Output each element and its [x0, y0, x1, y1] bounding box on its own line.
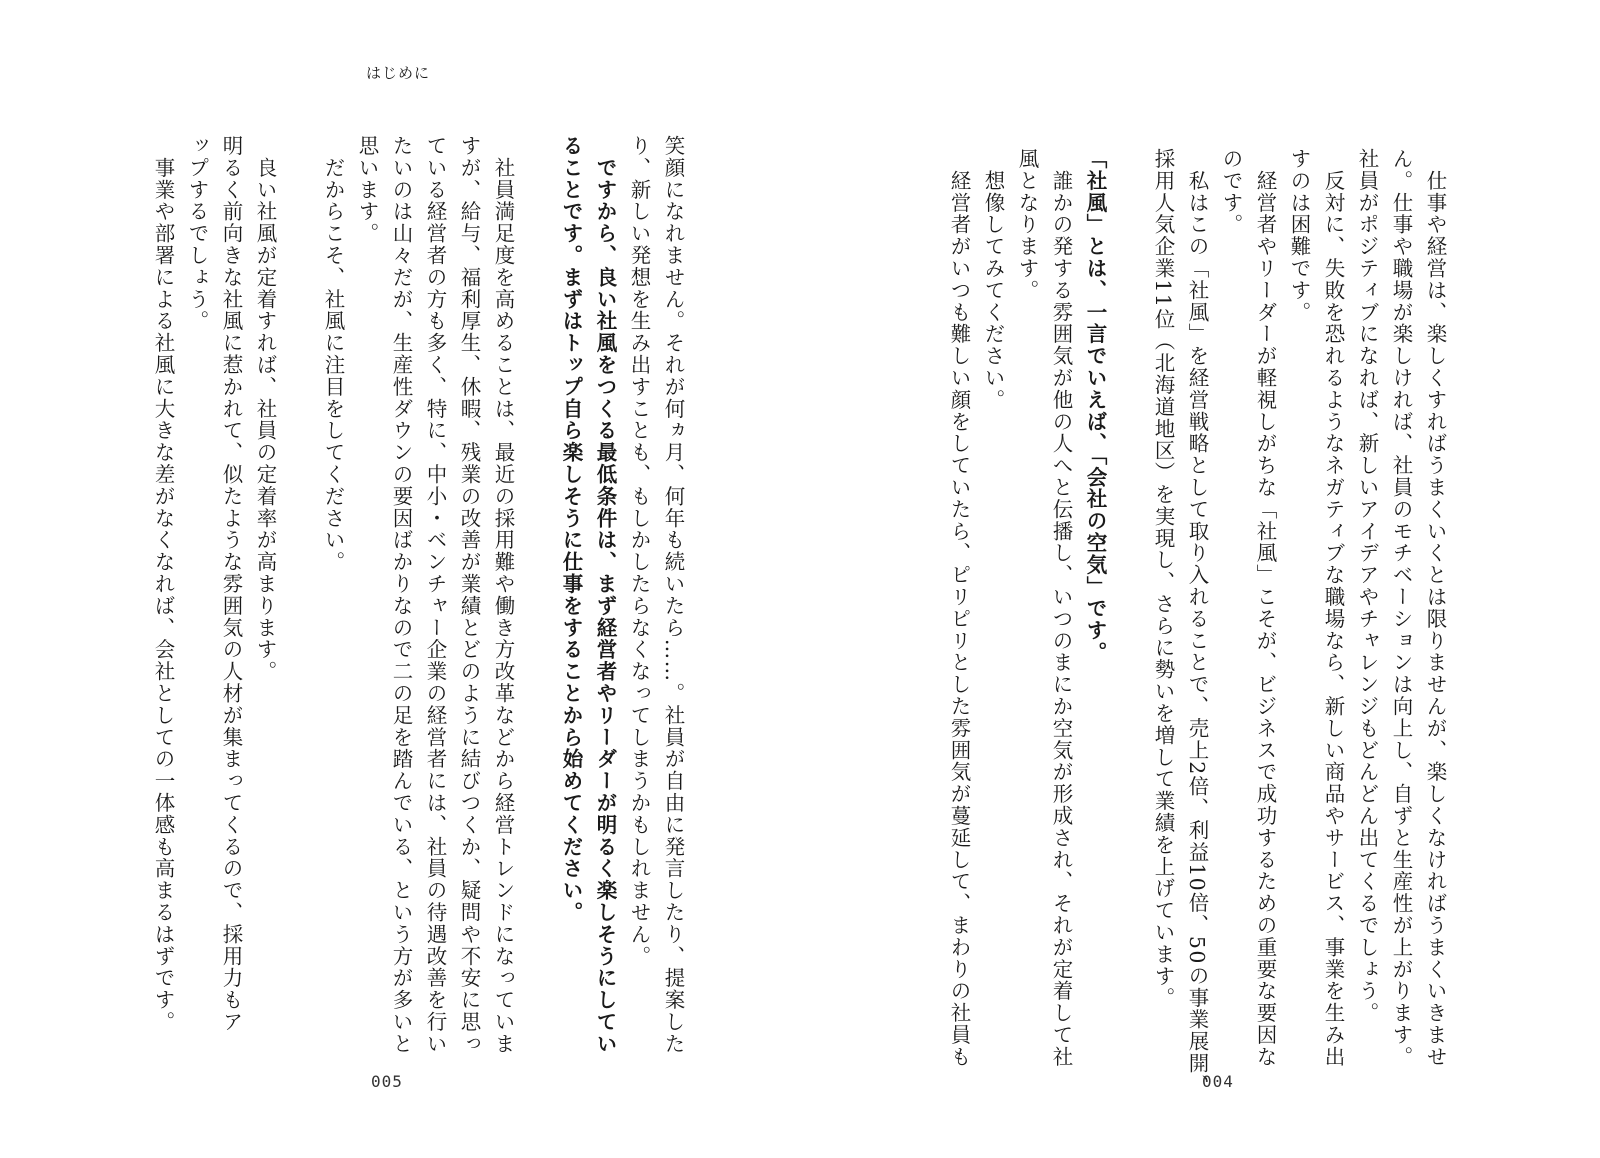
- blank-line: [1112, 148, 1146, 1008]
- text-line: 社員がポジティブになれば、新しいアイデアやチャレンジもどんどん出てくるでしょう。: [1355, 148, 1379, 1024]
- text-line: 採用人気企業11位（北海道地区）を実現し、さらに勢いを増して業績を上げています。: [1151, 148, 1175, 1010]
- text-line: 経営者がいつも難しい顔をしていたら、ピリピリとした雰囲気が蔓延して、まわりの社員も: [947, 148, 971, 1068]
- body-text-left: [146, 135, 690, 1055]
- text-line: 明るく前向きな社風に惹かれて、似たような雰囲気の人材が集まってくるので、採用力もア: [219, 135, 243, 1033]
- text-line: 事業や部署による社風に大きな差がなくなれば、会社としての一体感も高まるはずです。: [151, 135, 175, 1033]
- text-line: 風となります。: [1015, 148, 1039, 302]
- text-line: 想像してみてください。: [981, 148, 1005, 411]
- blank-line: [520, 135, 554, 995]
- text-line: 仕事や経営は、楽しくすればうまくいくとは限りませんが、楽しくなければうまくいきませ: [1423, 148, 1447, 1068]
- emphasis-line: ることです。まずはトップ自ら楽しそうに仕事をすることから始めてください。: [559, 135, 583, 924]
- page-004: [800, 0, 1600, 1158]
- text-line: 思います。: [355, 135, 379, 245]
- text-line: 反対に、失敗を恐れるようなネガティブな職場なら、新しい商品やサービス、事業を生み出: [1321, 148, 1345, 1068]
- text-line: 私はこの「社風」を経営戦略として取り入れることで、売上2倍、利益10倍、50の事業展開、: [1185, 148, 1209, 1097]
- text-line: すのは困難です。: [1287, 148, 1311, 324]
- text-line: ップするでしょう。: [185, 135, 209, 333]
- text-line: たいのは山々だが、生産性ダウンの要因ばかりなので二の足を踏んでいる、という方が多いと: [389, 135, 413, 1055]
- text-line: だからこそ、社風に注目をしてください。: [321, 135, 345, 573]
- text-line: り、新しい発想を生み出すことも、もしかしたらなくなってしまうかもしれません。: [627, 135, 651, 968]
- page-number-left: 005: [371, 1072, 403, 1091]
- text-line: ている経営者の方も多く、特に、中小・ベンチャー企業の経営者には、社員の待遇改善を行い: [423, 135, 447, 1055]
- text-line: ん。仕事や職場が楽しければ、社員のモチベーションは向上し、自ずと生産性が上がります。: [1389, 148, 1413, 1068]
- text-line: 経営者やリーダーが軽視しがちな「社風」こそが、ビジネスで成功するための重要な要因な: [1253, 148, 1277, 1068]
- running-head: はじめに: [366, 64, 431, 82]
- text-line: すが、給与、福利厚生、休暇、残業の改善が業績とどのように結びつくか、疑問や不安に思っ: [457, 135, 481, 1055]
- text-line: のです。: [1219, 148, 1243, 236]
- emphasis-line: 「社風」とは、一言でいえば、「会社の空気」です。: [1083, 148, 1107, 664]
- page-number-right: 004: [1202, 1072, 1234, 1091]
- blank-line: [282, 135, 316, 995]
- text-line: 笑顔になれません。それが何ヵ月、何年も続いたら……。社員が自由に発言したり、提案した: [661, 135, 685, 1055]
- text-line: 誰かの発する雰囲気が他の人へと伝播し、いつのまにか空気が形成され、それが定着して社: [1049, 148, 1073, 1068]
- text-line: 良い社風が定着すれば、社員の定着率が高まります。: [253, 135, 277, 683]
- emphasis-line: ですから、良い社風をつくる最低条件は、まず経営者やリーダーが明るく楽しそうにしてい: [593, 135, 617, 1055]
- text-line: 社員満足度を高めることは、最近の採用難や働き方改革などから経営トレンドになっていま: [491, 135, 515, 1055]
